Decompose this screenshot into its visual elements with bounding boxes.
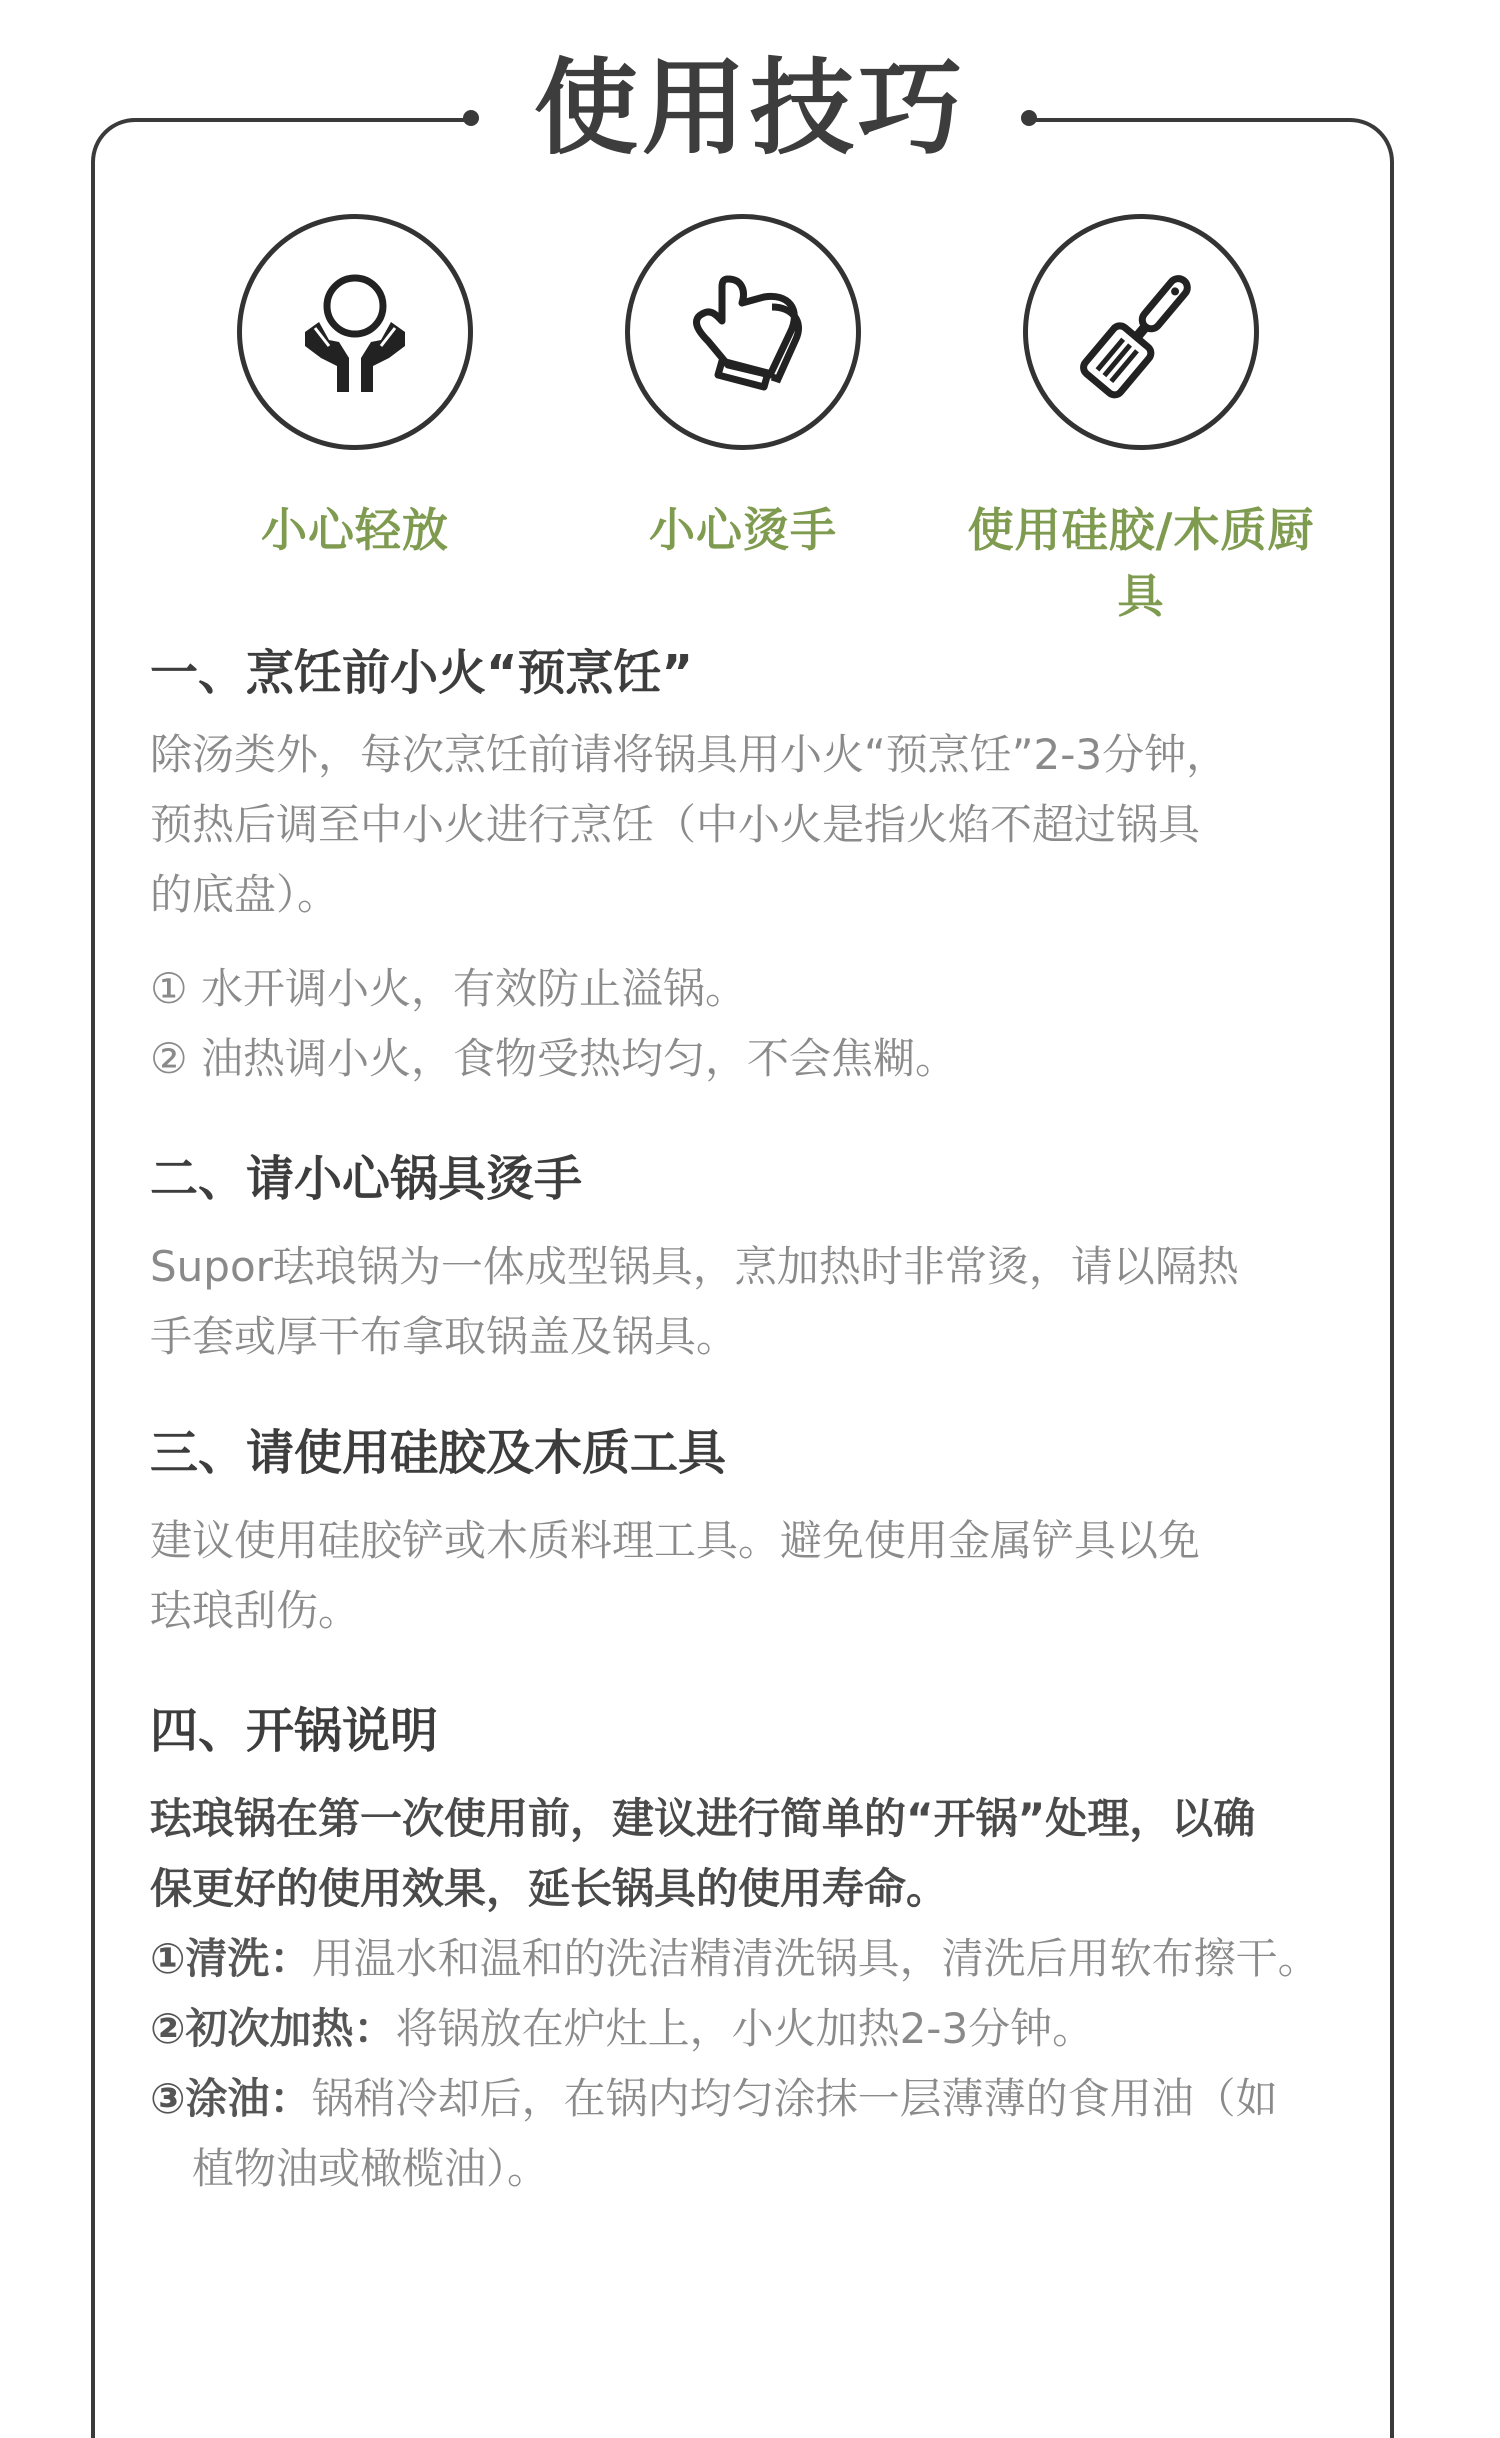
icon-silicone-wood-utensils bbox=[951, 214, 1331, 626]
list-item: ① 水开调小火，有效防止溢锅。 bbox=[150, 964, 748, 1013]
step-key: ①清洗： bbox=[150, 1934, 312, 1983]
steps-list bbox=[150, 1924, 1380, 2204]
step-text: 用温水和温和的洗洁精清洗锅具，清洗后用软布擦干。 bbox=[311, 1934, 1320, 1983]
icon-label: 使用硅胶/木质厨具 bbox=[967, 503, 1315, 623]
paragraph-line: 手套或厚干布拿取锅盖及锅具。 bbox=[150, 1312, 739, 1361]
section-paragraph bbox=[150, 1784, 1380, 1924]
tips-content bbox=[150, 640, 1380, 2204]
oven-mitt-icon bbox=[625, 214, 861, 450]
list-item-continuation: 植物油或橄榄油）。 bbox=[192, 2144, 550, 2193]
step-text: 锅稍冷却后，在锅内均匀涂抹一层薄薄的食用油（如 bbox=[311, 2074, 1278, 2123]
paragraph-line: 建议使用硅胶铲或木质料理工具。避免使用金属铲具以免 bbox=[150, 1516, 1201, 1565]
section-utensils bbox=[150, 1420, 1380, 1646]
paragraph-line: 保更好的使用效果，延长锅具的使用寿命。 bbox=[150, 1864, 949, 1913]
paragraph-line: 预热后调至中小火进行烹饪（中小火是指火焰不超过锅具 bbox=[150, 800, 1201, 849]
hands-holding-icon bbox=[237, 214, 473, 450]
section-seasoning bbox=[150, 1698, 1380, 2204]
list-item: ② 油热调小火，食物受热均匀，不会焦糊。 bbox=[150, 1034, 958, 1083]
page-title: 使用技巧 bbox=[533, 47, 966, 169]
paragraph-line: 珐琅锅在第一次使用前，建议进行简单的“开锅”处理，以确 bbox=[150, 1794, 1256, 1843]
step-text: 将锅放在炉灶上，小火加热2-3分钟。 bbox=[395, 2004, 1095, 2053]
icon-label: 小心烫手 bbox=[649, 503, 837, 557]
section-paragraph bbox=[150, 1506, 1380, 1646]
section-paragraph bbox=[150, 720, 1380, 930]
paragraph-line: 除汤类外，每次烹饪前请将锅具用小火“预烹饪”2-3分钟， bbox=[150, 730, 1229, 779]
icon-handle-with-care bbox=[165, 214, 545, 560]
section-paragraph bbox=[150, 1232, 1380, 1372]
list-item bbox=[150, 2064, 1380, 2134]
list-item bbox=[150, 1994, 1380, 2064]
list-item bbox=[150, 1924, 1380, 1994]
spatula-icon bbox=[1023, 214, 1259, 450]
section-title: 二、请小心锅具烫手 bbox=[150, 1151, 583, 1207]
section-title: 三、请使用硅胶及木质工具 bbox=[150, 1425, 727, 1481]
paragraph-line: 珐琅刮伤。 bbox=[150, 1586, 361, 1635]
section-preheat bbox=[150, 640, 1380, 1094]
step-key: ③涂油： bbox=[150, 2074, 312, 2123]
icon-label: 小心轻放 bbox=[261, 503, 449, 557]
paragraph-line: Supor珐琅锅为一体成型锅具，烹加热时非常烫，请以隔热 bbox=[150, 1242, 1239, 1291]
section-title: 一、烹饪前小火“预烹饪” bbox=[150, 645, 694, 701]
paragraph-line: 的底盘）。 bbox=[150, 870, 340, 919]
tips-list bbox=[150, 954, 1380, 1094]
section-hot-warning bbox=[150, 1146, 1380, 1372]
icon-hot-hands bbox=[553, 214, 933, 560]
step-key: ②初次加热： bbox=[150, 2004, 396, 2053]
section-title: 四、开锅说明 bbox=[150, 1703, 439, 1759]
